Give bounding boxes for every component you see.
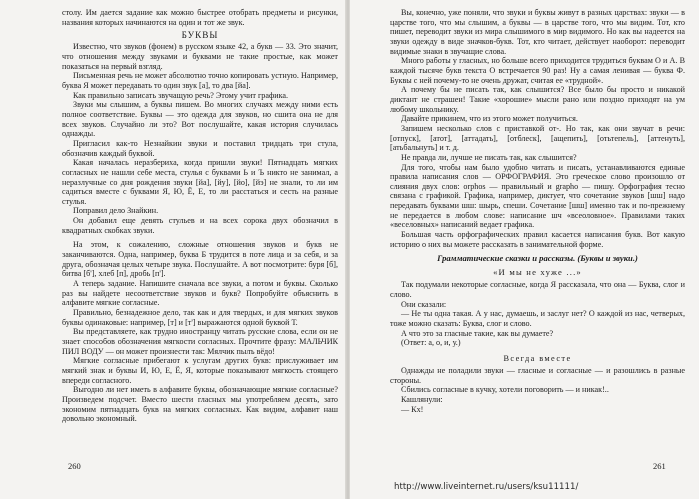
- paragraph: А что это за гласные такие, как вы думаете?: [401, 328, 554, 338]
- page-number: 260: [68, 461, 81, 471]
- right-page: [349, 0, 699, 499]
- paragraph: Для того, чтобы нам было удобно читать и писать, устанавливаются единые правила написания слов — ОРФОГРАФИЯ. Это греческое слово произошло от слияния двух слов: orphos — правильный и grapho — пишу. Орфография тесно связана с графикой. Графика, например, диктует, что сочетание звуков [шш] надо передавать буквами шш: шырь, спеши. Сочетание [шш] именно так и по-прежнему не передается в любом слове: написание шч «всеоловное». Правилами таких «веселовных» написаний ведает графика.: [390, 162, 685, 230]
- paragraph: Вы представляете, как трудно иностранцу читать русские слова, если он не знает способов обозначения мягкости согласных. Прочтите фразу: МАЛЬЧИК ПИЛ ВОДУ — он может произнести так: Мялчик пылъ вёдо!: [62, 327, 338, 356]
- paragraph: А теперь задание. Напишите сначала все звуки, а потом и буквы. Сколько раз вы найдете несоответствие звуков и букв? Попробуйте объяснить в алфавите мягкие согласные.: [62, 279, 338, 308]
- paragraph: Он добавил еще девять стульев и на всех сорока двух обозначил в квадратных скобках звуки.: [62, 216, 338, 235]
- paragraph: Запишем несколько слов с приставкой от-. Но так, как они звучат в речи: [отпуск], [атот], [аттадать], [отблеск], [ащепить], [отьтепель], [аттенуть], [атьбальнуть] и т. д.: [390, 123, 685, 153]
- paragraph: Не правда ли, лучше не писать так, как слышится?: [401, 152, 577, 162]
- paragraph: Звуки мы слышим, а буквы пишем. Во многих случаях между ними есть полное соответствие. Буквы — это одежда для звуков, но сшита она не для всех звуков. Случайно ли это? Вот послушайте, какая история случилась однажды.: [62, 100, 338, 139]
- paragraph: Пригласил как-то Незнайкин звуки и поставил тридцать три стула, обозначив каждый буквой.: [62, 138, 338, 158]
- page-number: 261: [653, 461, 666, 471]
- paragraph: Вы, конечно, уже поняли, что звуки и буквы живут в разных царствах: звуки — в царстве того, что мы слышим, а буквы — в царстве того, что мы видим. Тот, кто пишет, переводит звуки из мира слышимого в мир видимого. Но как вы надеется на звуки одежду в виде значков-букв. Тот, кто читает, действует наоборот: переводит видимые знаки в звучащие слова.: [390, 8, 685, 56]
- paragraph: столу. Им дается задание как можно быстрее отобрать предметы и рисунки, названия которых начинаются на один и тот же звук.: [62, 8, 338, 27]
- left-page: [0, 0, 347, 499]
- paragraph: Много работы у гласных, но больше всего приходится трудиться буквам О и А. В каждой тысяче букв текста О встречается 90 раз! Ну а самая ленивая — буква Ф. Буквы с ней почему-то не очень дружат, считая ее «трудной».: [390, 56, 685, 85]
- paragraph: Мягкие согласные прибегают к услугам других букв: прислуживает им мягкий знак и буквы И, Ю, Е, Ё, Я, которые показывают мягкость стоящего впереди согласного.: [62, 356, 338, 385]
- watermark-url: http://www.liveinternet.ru/users/ksu11111/: [394, 482, 579, 492]
- paragraph: — Кх!: [401, 404, 424, 414]
- paragraph: Сбились согласные в кучку, хотели поговорить — и никак!..: [401, 385, 609, 395]
- right-text-column: [390, 8, 685, 414]
- paragraph: Большая часть орфографических правил касается написания букв. Вот какую историю о них вы можете рассказать в занимательной форме.: [390, 230, 685, 249]
- paragraph: Выгодно ли нет иметь в алфавите буквы, обозначающие мягкие согласные? Произведем подсчет. Вместо шести гласных мы употребляем десять, зато экономим пятнадцать букв на мягких согласных. Как видим, алфавит наш довольно экономный.: [62, 385, 338, 424]
- story-title: «И мы не хуже ...»: [493, 267, 582, 278]
- paragraph: Так подумали некоторые согласные, когда Я рассказала, что она — Буква, слог и слово.: [390, 280, 685, 300]
- paragraph: Как правильно записать звучащую речь? Этому учит графика.: [73, 90, 289, 100]
- paragraph: На этом, к сожалению, сложные отношения звуков и букв не заканчиваются. Одна, например, буква Б трудится в поте лица и за себя, и за друга, обозначая целых четыре звука. Послушайте. А вот посмотрите: буря [б], битва [б'], хлеб [п], дробь [п'].: [62, 240, 338, 279]
- paragraph: Однажды не поладили звуки — гласные и согласные — и разошлись в разные стороны.: [390, 366, 685, 385]
- paragraph: Известно, что звуков (фонем) в русском языке 42, а букв — 33. Это значит, что отношения между звуками и буквами не такие простые, как может показаться на первый взгляд.: [62, 42, 338, 71]
- subheading: Грамматические сказки и рассказы. (Буквы и звуки.): [437, 253, 638, 264]
- paragraph: (Ответ: а, о, и, у.): [401, 338, 461, 348]
- paragraph: Поправил дело Знайкин.: [73, 206, 159, 216]
- paragraph: Правильно, безнадежное дело, так как и для твердых, и для мягких звуков буквы одинаковые: например, [т] и [т'] выражаются одной буквой Т.: [62, 308, 338, 327]
- paragraph: — Не ты одна такая. А у нас, думаешь, и заслуг нет? О каждой из нас, четверых, тоже можно сказать: Буква, слог и слово.: [390, 309, 685, 329]
- section-heading: БУКВЫ: [181, 30, 219, 41]
- paragraph: Какая началась неразбериха, когда пришли звуки! Пятнадцать мягких согласных не нашли себе места, стулья с буквами Ь и Ъ никто не занимал, а неразлучные со дня рождения звуки [йа], [йу], [йо], [йэ] не знали, то ли им садиться вместе с буквами Я, Ю, Ё, Е, то ли расстаться и сесть на разные стулья.: [62, 158, 338, 206]
- paragraph: Кашлянули:: [401, 394, 443, 404]
- paragraph: Давайте прикинем, что из этого может получиться.: [401, 114, 578, 124]
- left-text-column: [62, 8, 338, 424]
- story-title: Всегда вместе: [503, 354, 572, 363]
- paragraph: Письменная речь не может абсолютно точно копировать устную. Например, буква Я может передавать то один звук [а], то два [йа].: [62, 71, 338, 90]
- paragraph: Они сказали:: [401, 299, 447, 309]
- paragraph: А почему бы не писать так, как слышится? Все было бы просто и никакой диктант не страшен! Такие «хорошие» мысли рано или поздно приходят на ум любому школьнику.: [390, 85, 685, 114]
